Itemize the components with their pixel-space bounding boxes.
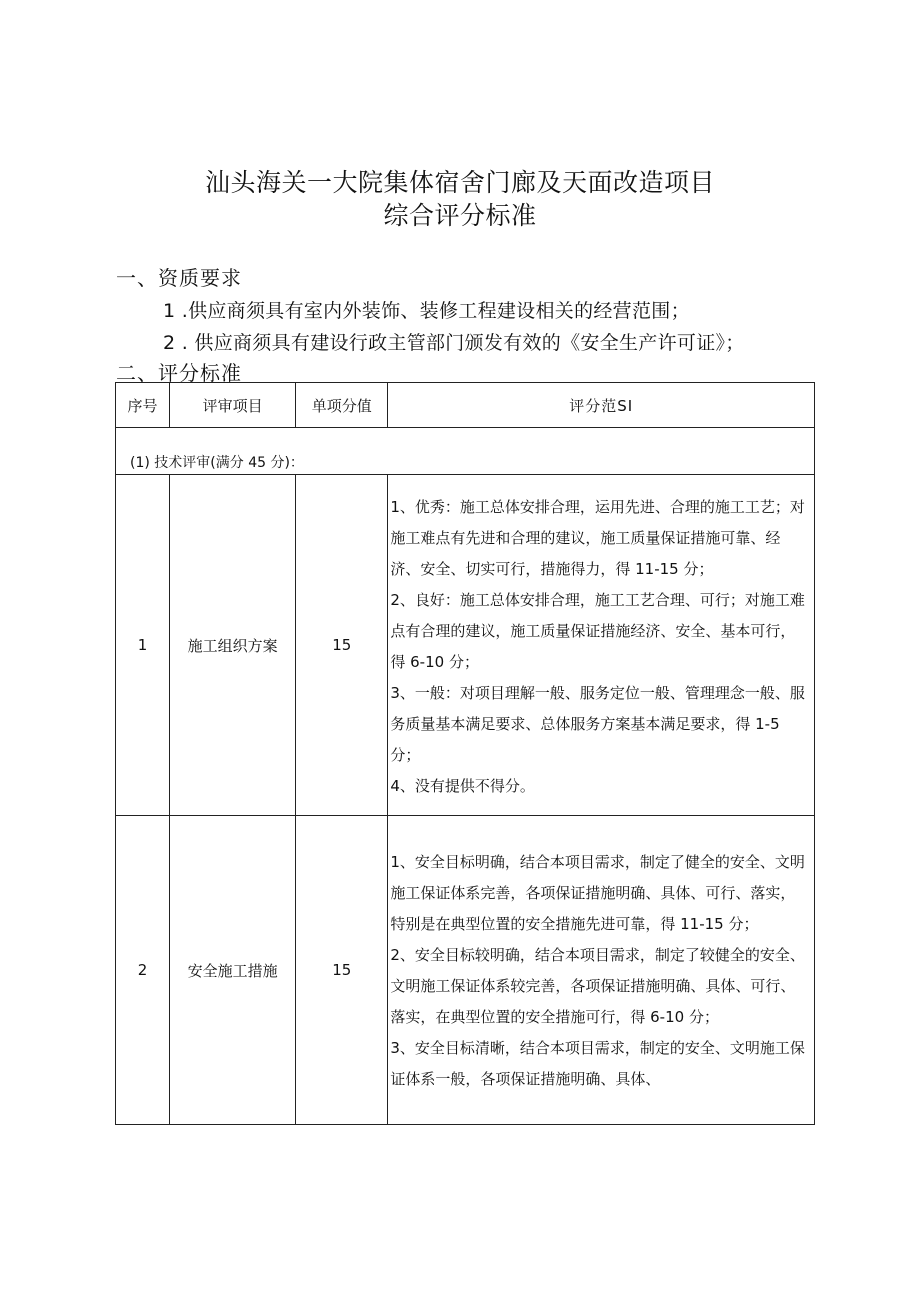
standard-line: 2、良好：施工总体安排合理，施工工艺合理、可行；对施工难点有合理的建议，施工质量保证措施经济、安全、基本可行，得 6-10 分；: [390, 591, 805, 671]
table-subheading-row: [116, 428, 815, 475]
section-heading-scoring: 二、评分标准: [116, 361, 242, 385]
row-score: 15: [296, 475, 388, 816]
header-standard: 评分范SI: [388, 383, 815, 428]
document-title: 汕头海关一大院集体宿舍门廊及天面改造项目: [204, 168, 715, 197]
standard-line: 1、优秀：施工总体安排合理，运用先进、合理的施工工艺；对施工难点有先进和合理的建议，施工质量保证措施可靠、经济、安全、切实可行，措施得力，得 11-15 分；: [390, 498, 805, 578]
technical-review-subheading: (1) 技术评审(满分 45 分)：: [116, 428, 815, 475]
scoring-table: [115, 382, 815, 1125]
header-item: 评审项目: [170, 383, 296, 428]
table-header-row: [116, 383, 815, 428]
row-score: 15: [296, 816, 388, 1125]
requirement-item-1: 1 .供应商须具有室内外装饰、装修工程建设相关的经营范围；: [163, 300, 690, 322]
row-standard: [388, 816, 815, 1125]
row-no: 2: [116, 816, 170, 1125]
row-no: 1: [116, 475, 170, 816]
table-row: [116, 475, 815, 816]
standard-line: 3、一般：对项目理解一般、服务定位一般、管理理念一般、服务质量基本满足要求、总体服务方案基本满足要求，得 1-5 分；: [390, 684, 805, 764]
header-no: 序号: [116, 383, 170, 428]
standard-line: 4、没有提供不得分。: [390, 777, 535, 795]
row-standard: [388, 475, 815, 816]
row-item: 安全施工措施: [170, 816, 296, 1125]
standard-line: 3、安全目标清晰，结合本项目需求，制定的安全、文明施工保证体系一般，各项保证措施明确、具体、: [390, 1039, 805, 1088]
row-item: 施工组织方案: [170, 475, 296, 816]
standard-line: 2、安全目标较明确，结合本项目需求，制定了较健全的安全、文明施工保证体系较完善，各项保证措施明确、具体、可行、落实，在典型位置的安全措施可行，得 6-10 分；: [390, 946, 805, 1026]
section-heading-qualification: 一、资质要求: [116, 266, 242, 290]
table-row: [116, 816, 815, 1125]
requirement-item-2: 2 . 供应商须具有建设行政主管部门颁发有效的《安全生产许可证》；: [163, 332, 745, 354]
document-subtitle: 综合评分标准: [383, 201, 537, 230]
header-score: 单项分值: [296, 383, 388, 428]
standard-line: 1、安全目标明确，结合本项目需求，制定了健全的安全、文明施工保证体系完善，各项保证措施明确、具体、可行、落实，特别是在典型位置的安全措施先进可靠，得 11-15 分；: [390, 853, 805, 933]
